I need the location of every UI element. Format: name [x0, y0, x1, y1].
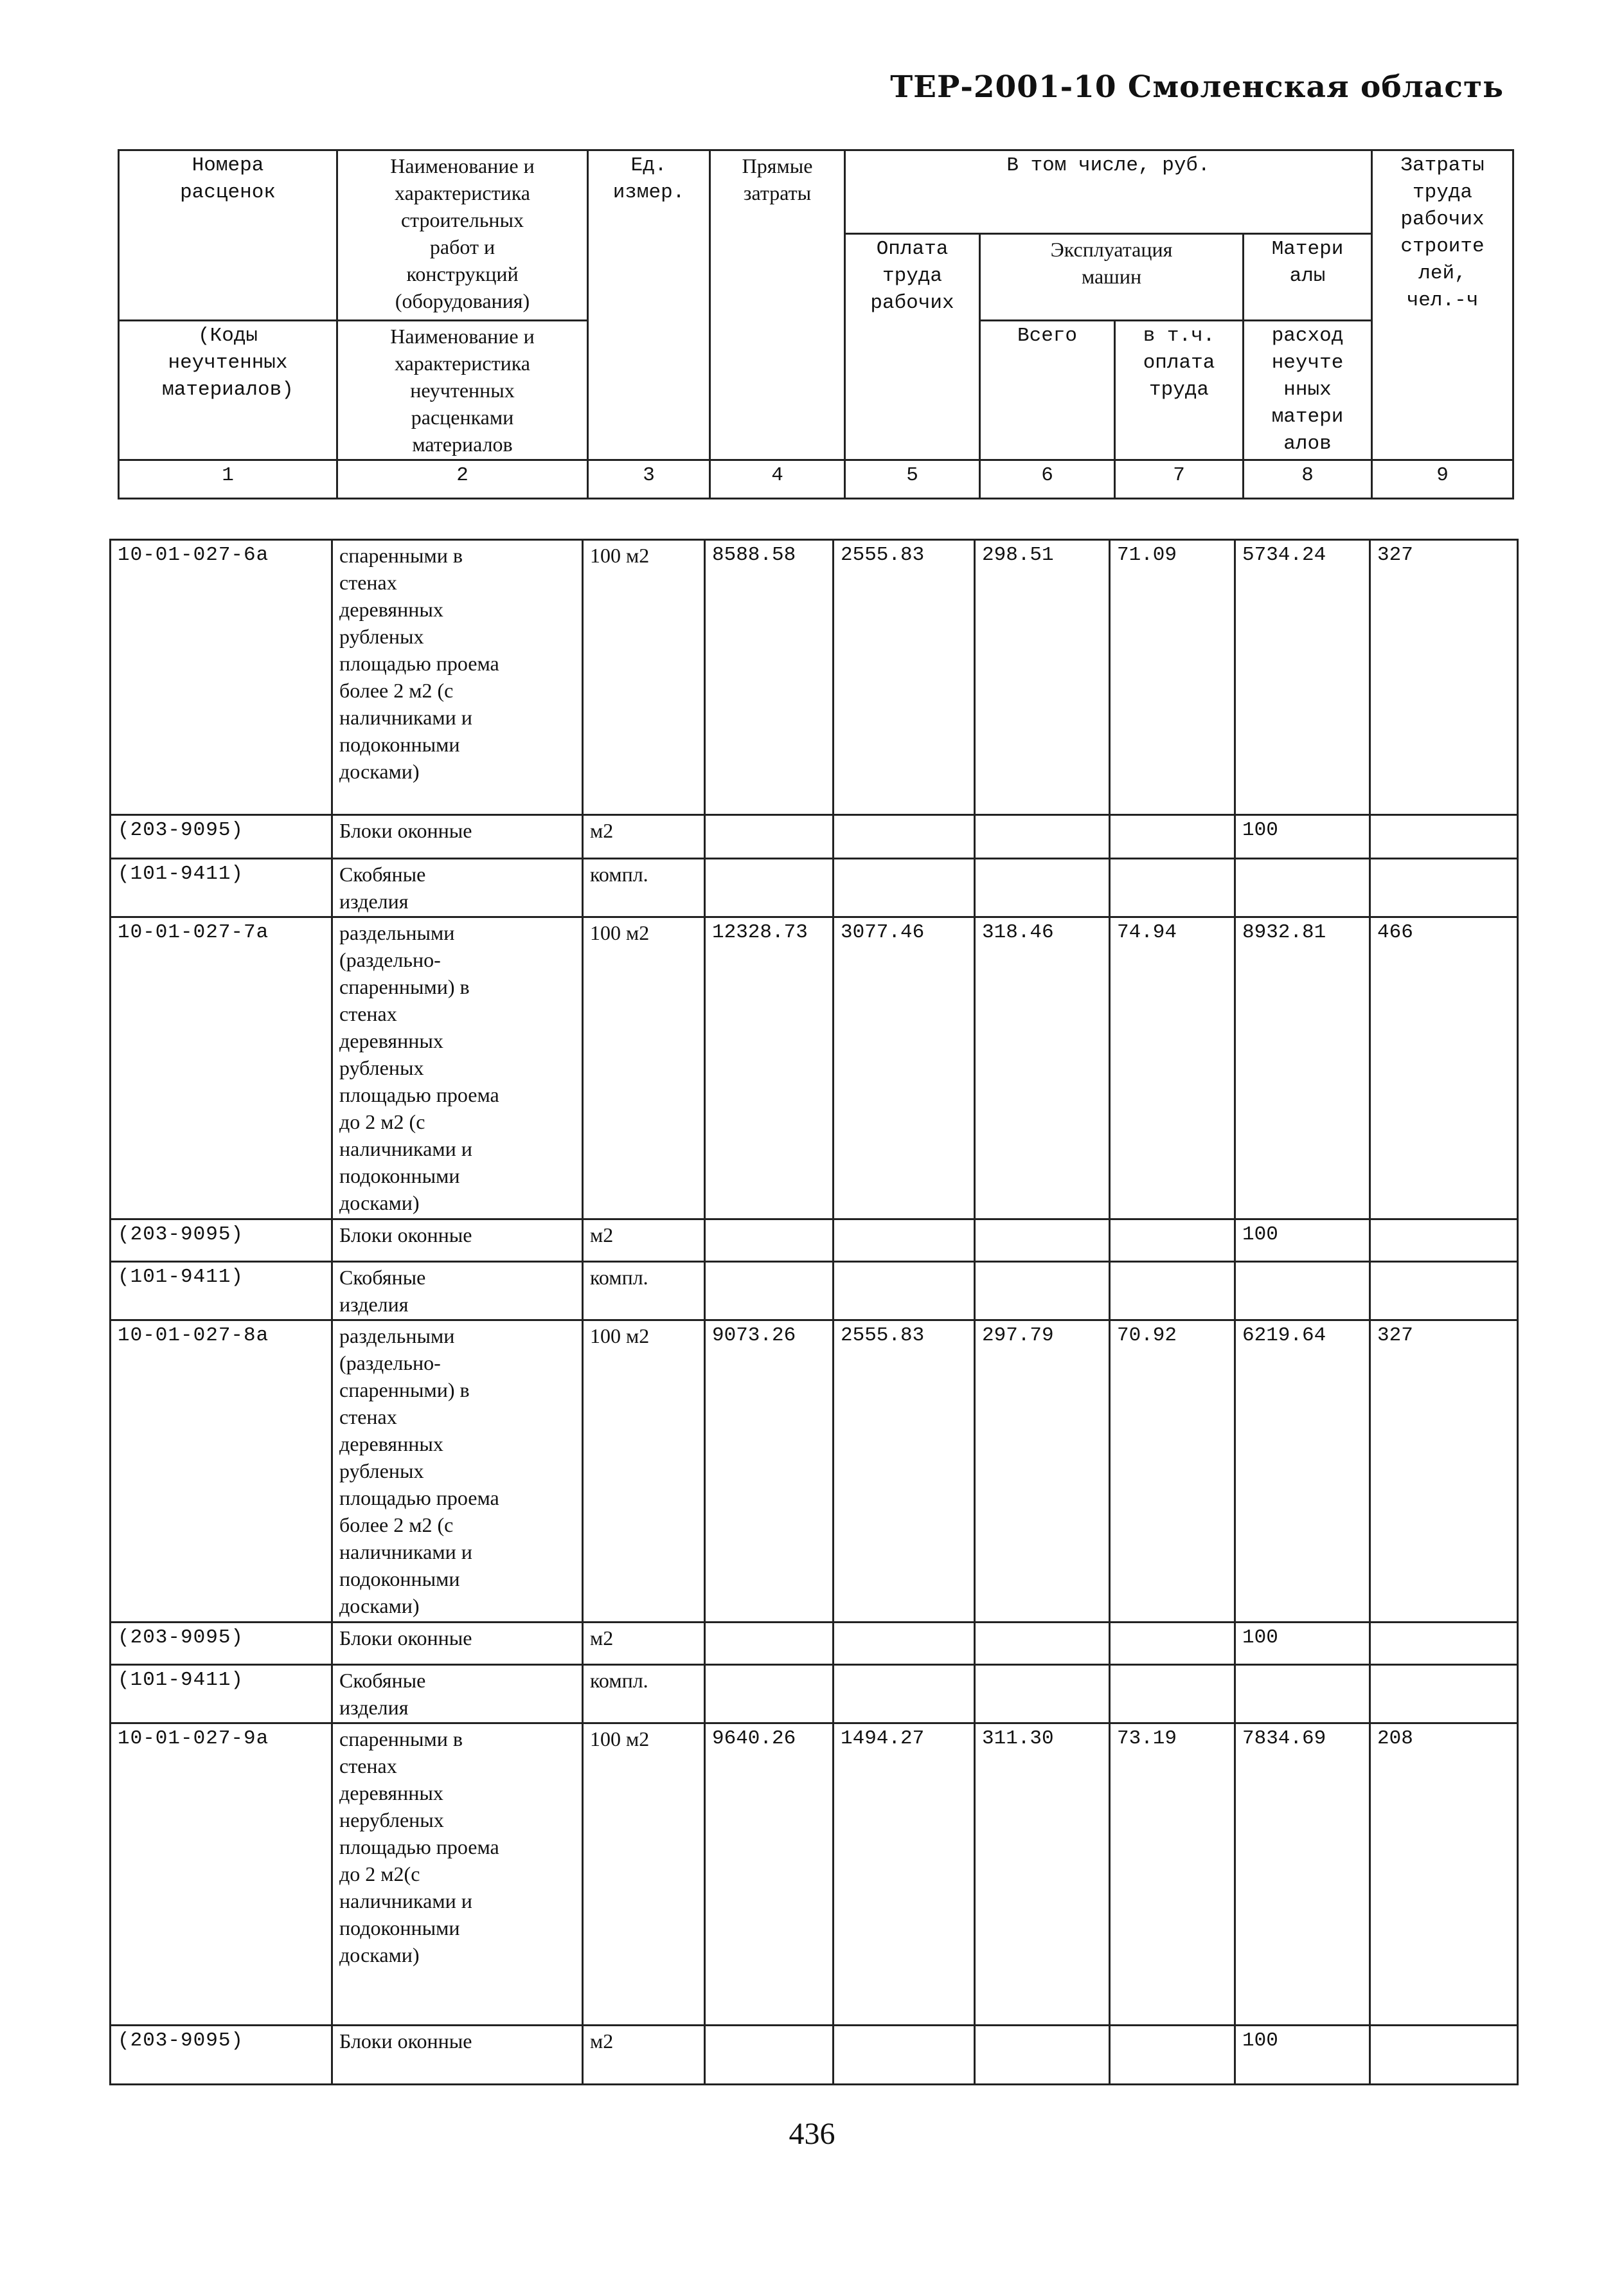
header-unaccounted-codes: (Коды неучтенных материалов) — [119, 321, 337, 460]
work-name-cell: Скобяные изделия — [332, 1262, 583, 1320]
materials-cell: 100 — [1235, 1623, 1370, 1665]
unit-cell: компл. — [583, 859, 705, 917]
direct-costs-cell — [705, 1623, 834, 1665]
table-row — [111, 1665, 1518, 1723]
machines-total-cell: 318.46 — [975, 917, 1110, 1219]
machines-labor-cell — [1110, 1262, 1235, 1320]
work-name-cell: Блоки оконные — [332, 1623, 583, 1665]
unit-cell: компл. — [583, 1665, 705, 1723]
direct-costs-cell: 8588.58 — [705, 540, 834, 815]
header-machines-labor: в т.ч. оплата труда — [1115, 321, 1244, 460]
unit-cell: 100 м2 — [583, 1320, 705, 1623]
column-number: 7 — [1115, 460, 1244, 499]
materials-cell — [1235, 859, 1370, 917]
header-workers-pay: Оплата труда рабочих — [845, 234, 980, 460]
column-number: 3 — [588, 460, 710, 499]
rate-code-cell: 10-01-027-8а — [111, 1320, 332, 1623]
workers-pay-cell — [834, 2026, 975, 2085]
work-name-cell: раздельными (раздельно- спаренными) в стенах деревянных рубленых площадью проема до 2 м2 (с наличниками и подоконными досками) — [332, 917, 583, 1219]
direct-costs-cell — [705, 815, 834, 859]
labor-hours-cell: 208 — [1370, 1723, 1518, 2026]
materials-cell: 100 — [1235, 815, 1370, 859]
table-row — [111, 859, 1518, 917]
header-name: Наименование и характеристика строительных работ и конструкций (оборудования) — [337, 150, 588, 321]
workers-pay-cell: 3077.46 — [834, 917, 975, 1219]
column-number: 4 — [710, 460, 845, 499]
unit-cell: 100 м2 — [583, 1723, 705, 2026]
column-number: 1 — [119, 460, 337, 499]
unit-cell: 100 м2 — [583, 540, 705, 815]
header-materials-unaccounted: расход неучте нных матери алов — [1244, 321, 1372, 460]
header-direct-costs: Прямые затраты — [710, 150, 845, 460]
page-number: 436 — [789, 2117, 835, 2151]
rate-code-cell: (101-9411) — [111, 1665, 332, 1723]
materials-cell: 100 — [1235, 1219, 1370, 1262]
direct-costs-cell — [705, 1262, 834, 1320]
header-machines-total: Всего — [980, 321, 1115, 460]
direct-costs-cell: 9640.26 — [705, 1723, 834, 2026]
column-number: 5 — [845, 460, 980, 499]
unit-cell: м2 — [583, 1623, 705, 1665]
direct-costs-cell — [705, 1219, 834, 1262]
rate-code-cell: (101-9411) — [111, 1262, 332, 1320]
machines-total-cell — [975, 1219, 1110, 1262]
work-name-cell: раздельными (раздельно- спаренными) в стенах деревянных рубленых площадью проема более 2 м2 (с наличниками и подоконными досками) — [332, 1320, 583, 1623]
work-name-cell: спаренными в стенах деревянных нерубленых площадью проема до 2 м2(с наличниками и подоконными досками) — [332, 1723, 583, 2026]
materials-cell: 7834.69 — [1235, 1723, 1370, 2026]
machines-labor-cell: 71.09 — [1110, 540, 1235, 815]
column-number: 2 — [337, 460, 588, 499]
machines-total-cell: 311.30 — [975, 1723, 1110, 2026]
labor-hours-cell: 327 — [1370, 1320, 1518, 1623]
materials-cell: 5734.24 — [1235, 540, 1370, 815]
rate-code-cell: (203-9095) — [111, 815, 332, 859]
workers-pay-cell — [834, 1665, 975, 1723]
column-number: 6 — [980, 460, 1115, 499]
labor-hours-cell — [1370, 859, 1518, 917]
machines-labor-cell: 73.19 — [1110, 1723, 1235, 2026]
rate-code-cell: 10-01-027-9а — [111, 1723, 332, 2026]
direct-costs-cell — [705, 859, 834, 917]
rate-code-cell: 10-01-027-6а — [111, 540, 332, 815]
materials-cell — [1235, 1262, 1370, 1320]
column-number: 8 — [1244, 460, 1372, 499]
unit-cell: м2 — [583, 2026, 705, 2085]
header-unaccounted-name: Наименование и характеристика неучтенных расценками материалов — [337, 321, 588, 460]
workers-pay-cell — [834, 1262, 975, 1320]
table-row — [111, 2026, 1518, 2085]
unit-cell: компл. — [583, 1262, 705, 1320]
work-name-cell: Блоки оконные — [332, 1219, 583, 1262]
machines-labor-cell: 70.92 — [1110, 1320, 1235, 1623]
materials-cell: 6219.64 — [1235, 1320, 1370, 1623]
machines-labor-cell — [1110, 2026, 1235, 2085]
column-number: 9 — [1372, 460, 1513, 499]
workers-pay-cell: 2555.83 — [834, 540, 975, 815]
header-codes: Номера расценок — [119, 150, 337, 321]
machines-labor-cell — [1110, 859, 1235, 917]
workers-pay-cell — [834, 1219, 975, 1262]
table-row — [111, 1320, 1518, 1623]
labor-hours-cell: 327 — [1370, 540, 1518, 815]
header-including-group: В том числе, руб. — [845, 150, 1372, 234]
labor-hours-cell: 466 — [1370, 917, 1518, 1219]
page-title: ТЕР-2001-10 Смоленская область — [890, 69, 1504, 105]
machines-labor-cell — [1110, 1665, 1235, 1723]
header-unit: Ед. измер. — [588, 150, 710, 460]
work-name-cell: Блоки оконные — [332, 2026, 583, 2085]
materials-cell: 8932.81 — [1235, 917, 1370, 1219]
labor-hours-cell — [1370, 2026, 1518, 2085]
table-row — [111, 540, 1518, 815]
labor-hours-cell — [1370, 1623, 1518, 1665]
machines-labor-cell — [1110, 1623, 1235, 1665]
rate-code-cell: (203-9095) — [111, 2026, 332, 2085]
workers-pay-cell — [834, 859, 975, 917]
machines-total-cell — [975, 1665, 1110, 1723]
labor-hours-cell — [1370, 815, 1518, 859]
table-row — [111, 1723, 1518, 2026]
workers-pay-cell — [834, 815, 975, 859]
materials-cell: 100 — [1235, 2026, 1370, 2085]
machines-total-cell: 298.51 — [975, 540, 1110, 815]
workers-pay-cell: 2555.83 — [834, 1320, 975, 1623]
table-row — [111, 1219, 1518, 1262]
header-labor-costs: Затраты труда рабочих строите лей, чел.-ч — [1372, 150, 1513, 460]
table-row — [111, 917, 1518, 1219]
header-machine-exploitation: Эксплуатация машин — [980, 234, 1244, 321]
header-materials: Матери алы — [1244, 234, 1372, 321]
machines-labor-cell: 74.94 — [1110, 917, 1235, 1219]
workers-pay-cell: 1494.27 — [834, 1723, 975, 2026]
work-name-cell: спаренными в стенах деревянных рубленых площадью проема более 2 м2 (с наличниками и подоконными досками) — [332, 540, 583, 815]
labor-hours-cell — [1370, 1219, 1518, 1262]
machines-total-cell — [975, 1262, 1110, 1320]
machines-total-cell — [975, 815, 1110, 859]
labor-hours-cell — [1370, 1262, 1518, 1320]
direct-costs-cell — [705, 1665, 834, 1723]
unit-cell: 100 м2 — [583, 917, 705, 1219]
machines-total-cell — [975, 1623, 1110, 1665]
direct-costs-cell: 9073.26 — [705, 1320, 834, 1623]
work-name-cell: Скобяные изделия — [332, 859, 583, 917]
machines-total-cell: 297.79 — [975, 1320, 1110, 1623]
unit-cell: м2 — [583, 815, 705, 859]
unit-cell: м2 — [583, 1219, 705, 1262]
materials-cell — [1235, 1665, 1370, 1723]
machines-labor-cell — [1110, 1219, 1235, 1262]
direct-costs-cell: 12328.73 — [705, 917, 834, 1219]
rate-code-cell: (203-9095) — [111, 1623, 332, 1665]
table-row — [111, 1262, 1518, 1320]
direct-costs-cell — [705, 2026, 834, 2085]
rate-code-cell: 10-01-027-7а — [111, 917, 332, 1219]
table-header — [118, 149, 1514, 499]
machines-total-cell — [975, 859, 1110, 917]
work-name-cell: Скобяные изделия — [332, 1665, 583, 1723]
work-name-cell: Блоки оконные — [332, 815, 583, 859]
table-row — [111, 815, 1518, 859]
machines-total-cell — [975, 2026, 1110, 2085]
rates-table — [109, 539, 1519, 2085]
labor-hours-cell — [1370, 1665, 1518, 1723]
rate-code-cell: (203-9095) — [111, 1219, 332, 1262]
machines-labor-cell — [1110, 815, 1235, 859]
workers-pay-cell — [834, 1623, 975, 1665]
rate-code-cell: (101-9411) — [111, 859, 332, 917]
table-row — [111, 1623, 1518, 1665]
